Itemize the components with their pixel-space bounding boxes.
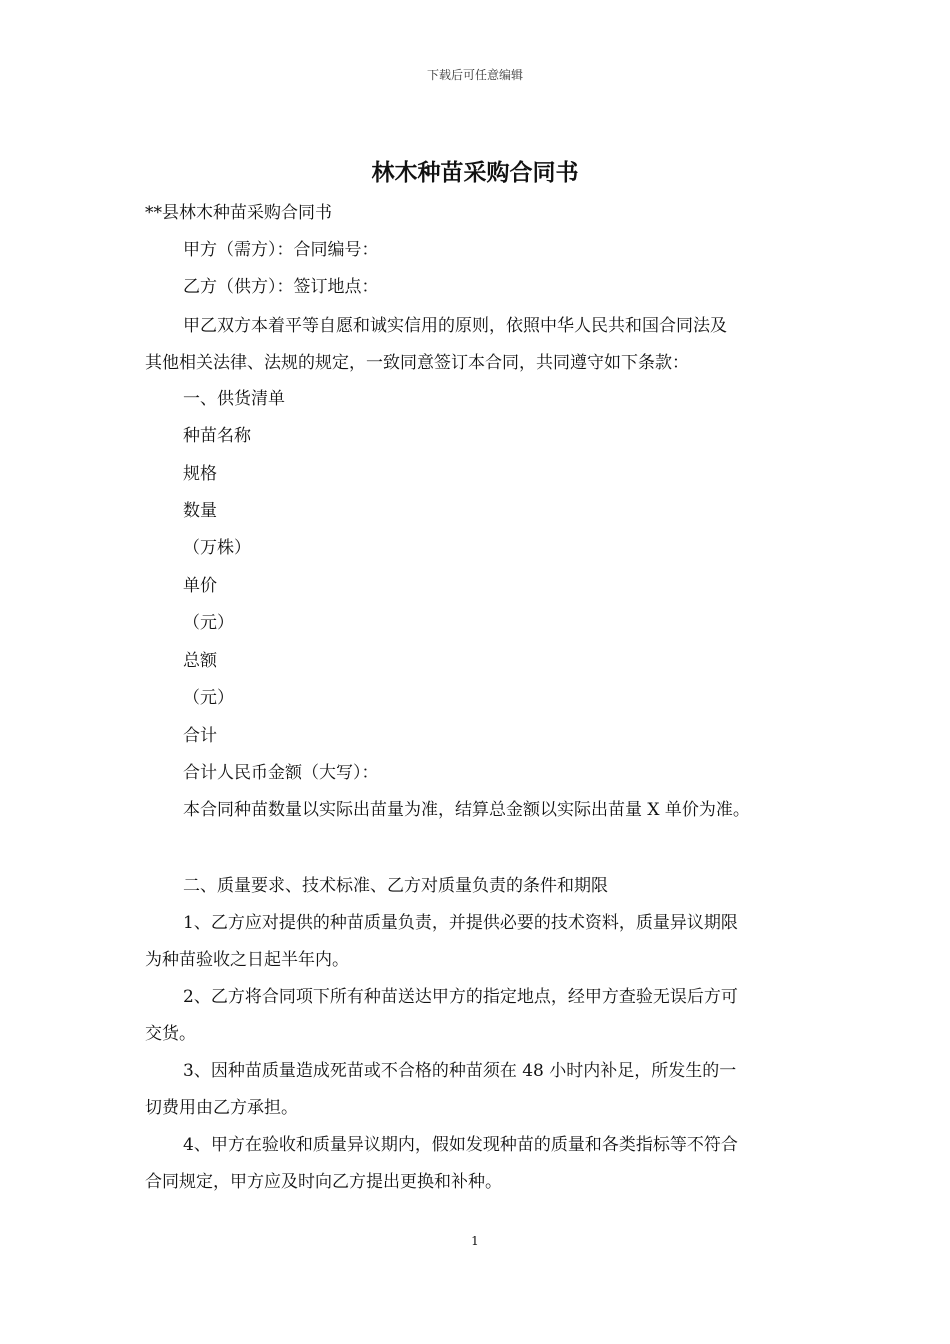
list-item: 单价 bbox=[183, 576, 217, 596]
section-1-heading: 一、供货清单 bbox=[183, 389, 285, 409]
party-b-line: 乙方（供方）：签订地点： bbox=[183, 277, 379, 297]
section-2-heading: 二、质量要求、技术标准、乙方对质量负责的条件和期限 bbox=[183, 876, 608, 896]
document-title: 林木种苗采购合同书 bbox=[371, 160, 579, 186]
list-item: 种苗名称 bbox=[183, 426, 251, 446]
clause-1-line-2: 为种苗验收之日起半年内。 bbox=[145, 950, 349, 970]
document-subtitle: **县林木种苗采购合同书 bbox=[145, 203, 332, 223]
header-note: 下载后可任意编辑 bbox=[426, 68, 523, 82]
page-number: 1 bbox=[471, 1234, 479, 1248]
list-item: 规格 bbox=[183, 464, 217, 484]
intro-paragraph-line-2: 其他相关法律、法规的规定，一致同意签订本合同，共同遵守如下条款： bbox=[145, 353, 689, 373]
settlement-note: 本合同种苗数量以实际出苗量为准，结算总金额以实际出苗量 X 单价为准。 bbox=[183, 800, 750, 820]
clause-4-line-1: 4、甲方在验收和质量异议期内，假如发现种苗的质量和各类指标等不符合 bbox=[183, 1135, 738, 1155]
list-item: 合计人民币金额（大写）： bbox=[183, 763, 379, 783]
intro-paragraph-line-1: 甲乙双方本着平等自愿和诚实信用的原则，依照中华人民共和国合同法及 bbox=[183, 316, 727, 336]
clause-1-line-1: 1、乙方应对提供的种苗质量负责，并提供必要的技术资料，质量异议期限 bbox=[183, 913, 738, 933]
list-item: （元） bbox=[183, 688, 234, 708]
list-item: （万株） bbox=[183, 538, 251, 558]
clause-3-line-1: 3、因种苗质量造成死苗或不合格的种苗须在 48 小时内补足，所发生的一 bbox=[183, 1061, 737, 1081]
clause-2-line-1: 2、乙方将合同项下所有种苗送达甲方的指定地点，经甲方查验无误后方可 bbox=[183, 987, 738, 1007]
clause-3-line-2: 切费用由乙方承担。 bbox=[145, 1098, 298, 1118]
list-item: （元） bbox=[183, 613, 234, 633]
clause-2-line-2: 交货。 bbox=[145, 1024, 196, 1044]
clause-4-line-2: 合同规定，甲方应及时向乙方提出更换和补种。 bbox=[145, 1172, 502, 1192]
list-item: 数量 bbox=[183, 501, 217, 521]
list-item: 合计 bbox=[183, 726, 217, 746]
party-a-line: 甲方（需方）：合同编号： bbox=[183, 240, 379, 260]
list-item: 总额 bbox=[183, 651, 217, 671]
